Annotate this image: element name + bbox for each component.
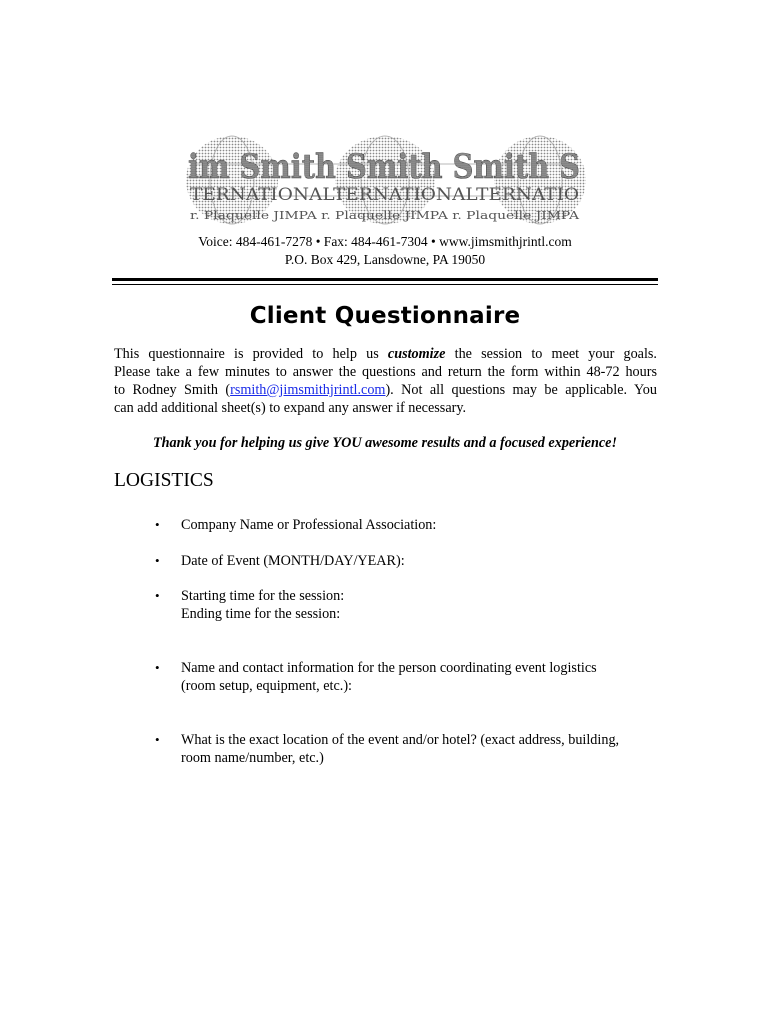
intro-line-2: Please take a few minutes to answer the questions and return the form within 48-72 hours xyxy=(114,364,657,380)
contact-line: Voice: 484-461-7278 • Fax: 484-461-7304 • www.jimsmithjrintl.com xyxy=(198,234,572,249)
logistics-heading: LOGISTICS xyxy=(114,470,214,491)
page-title: Client Questionnaire xyxy=(249,303,521,329)
list-item-event-date: Date of Event (MONTH/DAY/YEAR): xyxy=(181,553,405,569)
header-divider-thick xyxy=(112,278,658,281)
header-divider-thin xyxy=(112,284,658,285)
list-item-session-times: Starting time for the session: Ending time for the session: xyxy=(181,588,345,622)
list-item-event-location: What is the exact location of the event and/or hotel? (exact address, building, room name/number, etc.) xyxy=(181,732,620,766)
svg-text:im Smith Smith Smith S: im Smith Smith Smith S xyxy=(188,147,580,187)
list-item-coordinator-contact: Name and contact information for the person coordinating event logistics (room setup, equipment, etc.): xyxy=(181,660,597,694)
intro-line-1: This questionnaire is provided to help us customize the session to meet your goals. xyxy=(114,346,657,362)
address-line: P.O. Box 429, Lansdowne, PA 19050 xyxy=(284,252,486,267)
bullet-icon: • xyxy=(155,553,160,568)
bullet-icon: • xyxy=(155,517,160,532)
company-logo xyxy=(188,134,581,226)
svg-text:TERNATIONALTERNATIONALTERNATIO: TERNATIONALTERNATIONALTERNATIO xyxy=(190,185,579,205)
svg-text:r. Plaquelle JIMPA r. Plaquel: r. Plaquelle JIMPA r. Plaquelle JIMPA r. Plaquelle JIMPA xyxy=(190,209,581,222)
bullet-icon: • xyxy=(155,732,160,747)
thank-you-note: Thank you for helping us give YOU awesome results and a focused experience! xyxy=(153,435,617,451)
intro-line-3: to Rodney Smith (rsmith@jimsmithjrintl.com). Not all questions may be applicable. You xyxy=(114,382,657,398)
bullet-icon: • xyxy=(155,660,160,675)
customize-emphasis: customize xyxy=(387,346,446,362)
bullet-icon: • xyxy=(155,588,160,603)
email-link[interactable]: rsmith@jimsmithjrintl.com xyxy=(230,382,386,398)
intro-line-4: can add additional sheet(s) to expand any answer if necessary. xyxy=(114,400,467,416)
intro-paragraph xyxy=(114,345,657,417)
list-item-company-name: Company Name or Professional Association: xyxy=(181,517,437,533)
